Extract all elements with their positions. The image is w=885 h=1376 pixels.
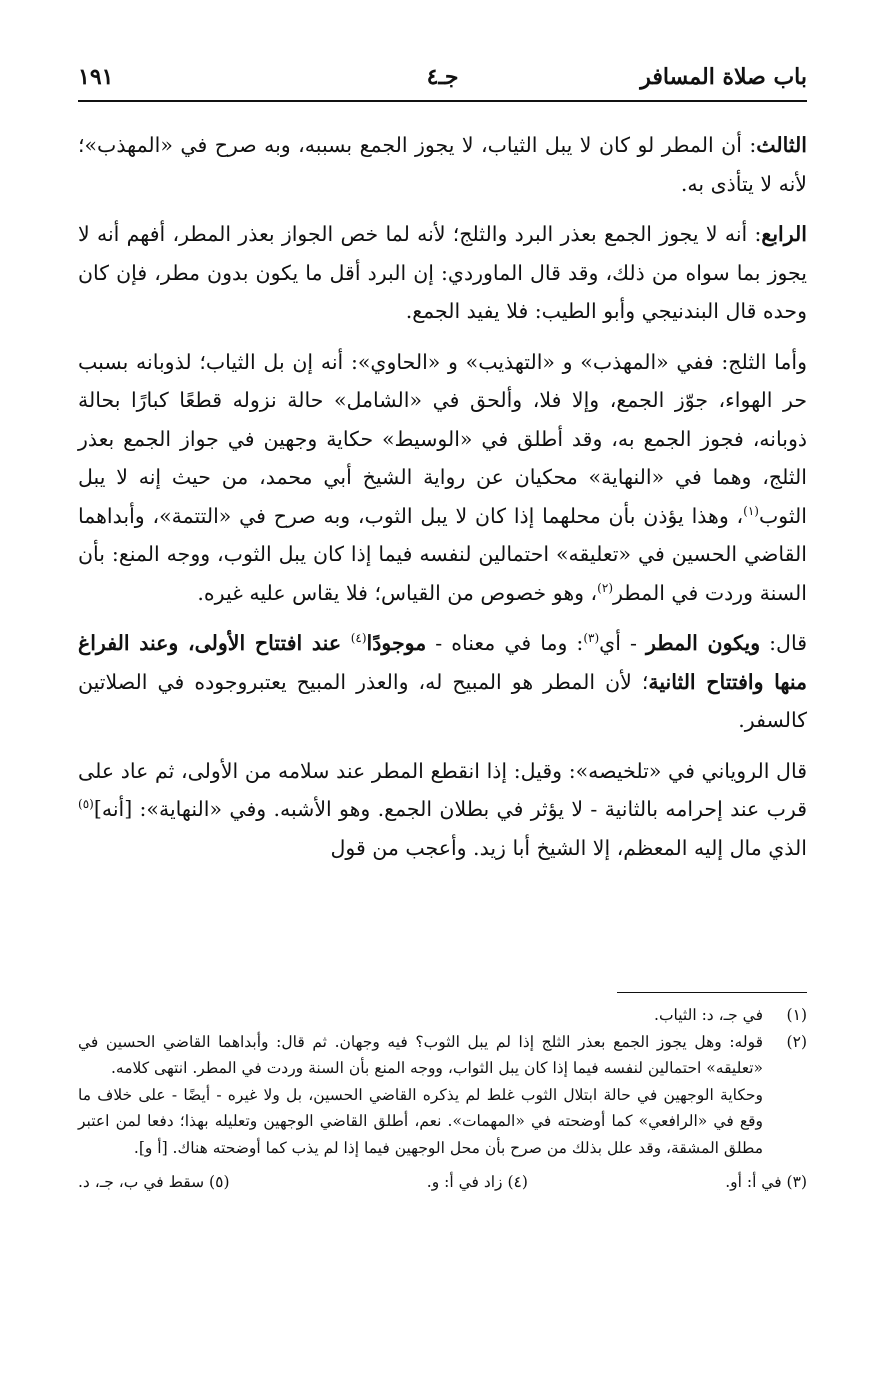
chapter-title: باب صلاة المسافر [640, 64, 807, 90]
header-rule [78, 100, 807, 102]
running-head [78, 58, 807, 98]
paragraph-text: الذي مال إليه المعظم، إلا الشيخ أبا زيد. وأعجب من قول [330, 835, 807, 860]
paragraph-text: ، وهو خصوص من القياس؛ فلا يقاس عليه غيره. [197, 580, 598, 605]
paragraph-text: : أن المطر لو كان لا يبل الثياب، لا يجوز الجمع بسببه، وبه صرح في «المهذب»؛ لأنه لا يتأذى به. [78, 133, 807, 196]
footnote-ref-4[interactable]: (٤) [350, 631, 367, 646]
main-text [78, 126, 807, 879]
paragraph-lead: الرابع [761, 222, 807, 246]
paragraph-text: قال الروياني في «تلخيصه»: وقيل: إذا انقطع المطر عند سلامه من الأولى، ثم عاد على قرب عند إحرامه بالثانية - لا يؤثر في بطلان الجمع. وهو الأشبه. وفي «النهاية»: [أنه] [78, 758, 807, 821]
matn-text: عند افتتاح الأولى، وعند الفراغ منها وافتتاح الثانية [78, 631, 807, 694]
paragraph-text: قال: [760, 631, 808, 655]
footnote-3: (٣) في أ: أو. [725, 1173, 807, 1191]
page-number: ١٩١ [78, 64, 114, 90]
footnote-rule [617, 992, 807, 993]
footnote-2-continuation: وحكاية الوجهين في حالة ابتلال الثوب غلط لم يذكره القاضي الحسين، بل ولا غيره - أيضًا - على خلاف ما وقع في «الرافعي» كما أوضحته في «المهمات». نعم، أطلق القاضي الوجهين وتعليله بهذا؛ دفعا لمن اعتبر مطلق المشقة، وقد علل بذلك من صرح بأن محل الوجهين فيما إذا لم يذب كما أوضحته هناك. [أ و]. [78, 1085, 763, 1157]
paragraph-lead: الثالث [756, 133, 807, 157]
footnote-text: قوله: وهل يجوز الجمع بعذر الثلج إذا لم يبل الثوب؟ فيه وجهان. ثم قال: وأبداهما القاضي الحسين في «تعليقه» احتمالين لنفسه فيما إذا كان يبل الثواب، ووجه المنع بأن السنة وردت في المطر. انتهى كلامه. [78, 1032, 763, 1077]
paragraph-fourth [78, 215, 807, 331]
paragraph-text: ؛ لأن المطر هو المبيح له، والعذر المبيح يعتبروجوده في الصلاتين كالسفر. [78, 669, 807, 732]
footnote-ref-1[interactable]: (١) [743, 503, 759, 518]
footnote-number: (١) [786, 1006, 807, 1024]
footnote-1 [78, 1002, 807, 1029]
footnote-row [78, 1169, 807, 1196]
footnote-text: في جـ، د: الثياب. [654, 1006, 763, 1024]
paragraph-text: - أي [599, 631, 646, 655]
matn-text: موجودًا [366, 631, 427, 655]
footnote-ref-2[interactable]: (٢) [597, 580, 613, 595]
paragraph-text: : أنه لا يجوز الجمع بعذر البرد والثلج؛ لأنه لما خص الجواز بعذر المطر، أفهم أنه لا يجوز بما سواه من ذلك، وقد قال الماوردي: إن البرد أقل ما يكون بدون مطر، فإن كان وحده قال البندنيجي وأبو الطيب: فلا يفيد الجمع. [78, 222, 807, 323]
paragraph-snow [78, 343, 807, 613]
paragraph-text: ، وهذا يؤذن بأن محلهما إذا كان لا يبل الثوب، وبه صرح في «التتمة»، وأبداهما القاضي الحسين في «تعليقه» احتمالين لنفسه فيما إذا كان يبل الثوب، ووجه المنع: بأن السنة وردت في المطر [78, 503, 807, 605]
footnote-5: (٥) سقط في ب، جـ، د. [78, 1173, 230, 1191]
volume-label: جـ٤ [426, 64, 459, 90]
footnote-2 [78, 1029, 807, 1082]
footnote-ref-5[interactable]: (٥) [78, 797, 94, 812]
matn-text: ويكون المطر [645, 631, 761, 655]
paragraph-qala [78, 624, 807, 740]
paragraph-third [78, 126, 807, 203]
paragraph-text: : وما في معناه - [426, 631, 584, 655]
paragraph-ruyani [78, 752, 807, 868]
paragraph-text: وأما الثلج: ففي «المهذب» و «التهذيب» و «الحاوي»: أنه إن بل الثياب؛ لذوبانه بسبب حر الهواء، جوّز الجمع، وإلا فلا، وألحق في «الشامل» حالة نزوله قطعًا كبارًا بحالة ذوبانه، فجوز الجمع به، وقد أطلق في «الوسيط» حكاية وجهين في جواز الجمع بعذر الثلج، وهما في «النهاية» محكيان عن رواية الشيخ أبي محمد، من حيث إنه لا يبل الثوب [78, 349, 807, 528]
footnote-ref-3[interactable]: (٣) [583, 631, 600, 646]
footnote-number: (٢) [786, 1032, 807, 1051]
footnote-4: (٤) زاد في أ: و. [426, 1173, 528, 1191]
footnotes [78, 1002, 807, 1196]
